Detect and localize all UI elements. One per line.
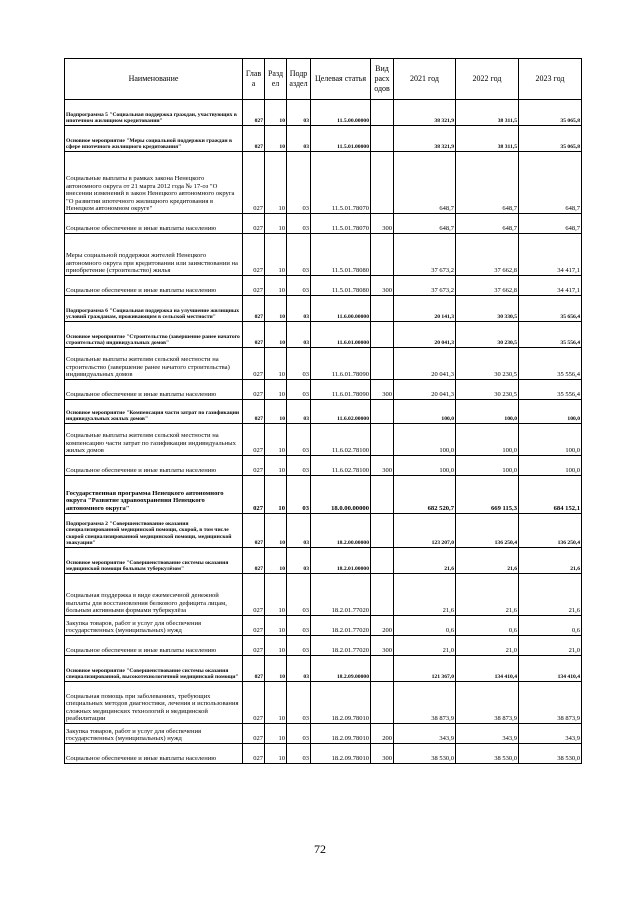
- cell-razdel: 10: [265, 656, 287, 682]
- cell-target-article: 18.2.01.77020: [311, 616, 371, 636]
- cell-glava: 027: [243, 234, 265, 276]
- table-row: [65, 548, 582, 574]
- cell-2021: 38 321,9: [394, 100, 456, 126]
- cell-2022: 0,6: [456, 616, 519, 636]
- cell-razdel: 10: [265, 548, 287, 574]
- cell-2021: 123 207,0: [394, 514, 456, 548]
- cell-expense-type: 200: [371, 616, 394, 636]
- header-2022: 2022 год: [456, 59, 519, 100]
- cell-expense-type: 300: [371, 276, 394, 296]
- cell-name: Социальные выплаты в рамках закона Ненецкого автономного округа от 21 марта 2012 года № 17-оз "О внесении изменений в закон Ненецкого автономного округа "О развитии ипотечного жилищного кредитования в Ненецком автономном округе": [65, 152, 243, 214]
- table-row: [65, 682, 582, 724]
- cell-target-article: 18.2.01.77020: [311, 574, 371, 616]
- cell-2023: 648,7: [519, 214, 582, 234]
- cell-podrazdel: 03: [287, 126, 311, 152]
- cell-razdel: 10: [265, 636, 287, 656]
- table-body: [65, 100, 582, 764]
- cell-2023: 343,9: [519, 724, 582, 744]
- cell-expense-type: [371, 400, 394, 424]
- table-row: [65, 656, 582, 682]
- table-row: [65, 724, 582, 744]
- cell-name: Социальное обеспечение и иные выплаты населению: [65, 214, 243, 234]
- cell-expense-type: [371, 126, 394, 152]
- cell-podrazdel: 03: [287, 456, 311, 476]
- cell-2021: 38 873,9: [394, 682, 456, 724]
- cell-name: Закупка товаров, работ и услуг для обеспечения государственных (муниципальных) нужд: [65, 616, 243, 636]
- cell-podrazdel: 03: [287, 682, 311, 724]
- table-row: [65, 616, 582, 636]
- cell-expense-type: [371, 682, 394, 724]
- page-number: 72: [314, 842, 326, 856]
- cell-2022: 669 115,3: [456, 476, 519, 514]
- cell-2022: 100,0: [456, 424, 519, 456]
- cell-glava: 027: [243, 380, 265, 400]
- cell-target-article: 11.5.01.78080: [311, 234, 371, 276]
- header-name: Наименование: [65, 59, 243, 100]
- table-row: [65, 152, 582, 214]
- cell-2023: 35 556,4: [519, 322, 582, 348]
- cell-podrazdel: 03: [287, 400, 311, 424]
- table-row: [65, 380, 582, 400]
- table-row: [65, 456, 582, 476]
- cell-target-article: 18.2.01.77020: [311, 636, 371, 656]
- cell-2023: 35 556,4: [519, 380, 582, 400]
- cell-razdel: 10: [265, 234, 287, 276]
- header-expense-type: Вид расх одов: [371, 59, 394, 100]
- cell-target-article: 11.6.02.78100: [311, 424, 371, 456]
- cell-podrazdel: 03: [287, 100, 311, 126]
- cell-podrazdel: 03: [287, 514, 311, 548]
- cell-target-article: 18.2.09.00000: [311, 656, 371, 682]
- cell-name: Социальное обеспечение и иные выплаты населению: [65, 744, 243, 764]
- cell-target-article: 18.2.09.78010: [311, 724, 371, 744]
- cell-podrazdel: 03: [287, 234, 311, 276]
- cell-2021: 343,9: [394, 724, 456, 744]
- cell-2023: 100,0: [519, 424, 582, 456]
- table-header-row: [65, 59, 582, 100]
- cell-target-article: 11.5.01.00000: [311, 126, 371, 152]
- cell-target-article: 18.2.01.00000: [311, 548, 371, 574]
- cell-expense-type: [371, 322, 394, 348]
- cell-2022: 38 530,0: [456, 744, 519, 764]
- cell-glava: 027: [243, 616, 265, 636]
- cell-razdel: 10: [265, 574, 287, 616]
- cell-expense-type: 300: [371, 380, 394, 400]
- cell-podrazdel: 03: [287, 548, 311, 574]
- cell-podrazdel: 03: [287, 276, 311, 296]
- cell-name: Социальная помощь при заболеваниях, требующих специальных методов диагностики, лечения и использования сложных медицинских технологий и медицинской реабилитации: [65, 682, 243, 724]
- cell-2022: 21,6: [456, 574, 519, 616]
- table-row: [65, 296, 582, 322]
- table-row: [65, 424, 582, 456]
- table-row: [65, 126, 582, 152]
- cell-2021: 38 530,0: [394, 744, 456, 764]
- cell-2022: 38 311,5: [456, 100, 519, 126]
- cell-razdel: 10: [265, 100, 287, 126]
- cell-razdel: 10: [265, 380, 287, 400]
- cell-glava: 027: [243, 400, 265, 424]
- cell-name: Основное мероприятие "Строительство (завершение ранее начатого строительства) индивидуальных домов": [65, 322, 243, 348]
- cell-2023: 21,6: [519, 548, 582, 574]
- table-row: [65, 234, 582, 276]
- table-row: [65, 214, 582, 234]
- cell-2023: 35 556,4: [519, 348, 582, 380]
- cell-2021: 20 041,3: [394, 348, 456, 380]
- cell-2021: 37 673,2: [394, 276, 456, 296]
- cell-razdel: 10: [265, 152, 287, 214]
- cell-2021: 20 041,3: [394, 380, 456, 400]
- cell-glava: 027: [243, 636, 265, 656]
- cell-glava: 027: [243, 126, 265, 152]
- cell-name: Социальные выплаты жителям сельской местности на строительство (завершение ранее начатого строительства) индивидуальных домов: [65, 348, 243, 380]
- cell-name: Основное мероприятие "Совершенствование системы оказания медицинской помощи больным туберкулёзом": [65, 548, 243, 574]
- cell-podrazdel: 03: [287, 476, 311, 514]
- cell-expense-type: [371, 152, 394, 214]
- cell-glava: 027: [243, 456, 265, 476]
- cell-name: Социальное обеспечение и иные выплаты населению: [65, 456, 243, 476]
- cell-2021: 0,6: [394, 616, 456, 636]
- cell-razdel: 10: [265, 476, 287, 514]
- cell-expense-type: [371, 574, 394, 616]
- cell-2022: 30 330,5: [456, 296, 519, 322]
- cell-glava: 027: [243, 476, 265, 514]
- cell-expense-type: 300: [371, 214, 394, 234]
- cell-2022: 30 230,5: [456, 380, 519, 400]
- cell-name: Социальное обеспечение и иные выплаты населению: [65, 380, 243, 400]
- cell-2023: 21,6: [519, 574, 582, 616]
- cell-2021: 682 520,7: [394, 476, 456, 514]
- cell-podrazdel: 03: [287, 348, 311, 380]
- cell-podrazdel: 03: [287, 214, 311, 234]
- cell-target-article: 11.5.00.00000: [311, 100, 371, 126]
- cell-razdel: 10: [265, 214, 287, 234]
- cell-razdel: 10: [265, 126, 287, 152]
- cell-2023: 34 417,1: [519, 234, 582, 276]
- cell-glava: 027: [243, 214, 265, 234]
- cell-razdel: 10: [265, 348, 287, 380]
- cell-target-article: 11.6.02.78100: [311, 456, 371, 476]
- header-2023: 2023 год: [519, 59, 582, 100]
- cell-razdel: 10: [265, 724, 287, 744]
- cell-podrazdel: 03: [287, 380, 311, 400]
- cell-name: Социальное обеспечение и иные выплаты населению: [65, 636, 243, 656]
- cell-2023: 35 065,8: [519, 126, 582, 152]
- table-row: [65, 476, 582, 514]
- cell-2023: 0,6: [519, 616, 582, 636]
- cell-podrazdel: 03: [287, 574, 311, 616]
- cell-2023: 100,0: [519, 400, 582, 424]
- cell-2021: 100,0: [394, 400, 456, 424]
- cell-glava: 027: [243, 296, 265, 322]
- cell-target-article: 18.2.00.00000: [311, 514, 371, 548]
- budget-table: [64, 58, 582, 764]
- cell-expense-type: [371, 424, 394, 456]
- cell-name: Подпрограмма 2 "Совершенствование оказания специализированной медицинской помощи, скорой, в том числе скорой специализированной медицинской помощи, медицинской эвакуации": [65, 514, 243, 548]
- cell-podrazdel: 03: [287, 152, 311, 214]
- cell-razdel: 10: [265, 400, 287, 424]
- cell-2022: 134 410,4: [456, 656, 519, 682]
- cell-name: Подпрограмма 5 "Социальная поддержка граждан, участвующих в ипотечном жилищном кредитовании": [65, 100, 243, 126]
- cell-2021: 21,0: [394, 636, 456, 656]
- cell-expense-type: 300: [371, 744, 394, 764]
- cell-name: Государственная программа Ненецкого автономного округа "Развитие здравоохранения Ненецкого автономного округа": [65, 476, 243, 514]
- cell-2022: 38 311,5: [456, 126, 519, 152]
- cell-2021: 648,7: [394, 152, 456, 214]
- cell-glava: 027: [243, 152, 265, 214]
- cell-2021: 38 321,9: [394, 126, 456, 152]
- cell-razdel: 10: [265, 424, 287, 456]
- cell-2022: 648,7: [456, 214, 519, 234]
- cell-target-article: 11.6.02.00000: [311, 400, 371, 424]
- cell-target-article: 11.5.01.78080: [311, 276, 371, 296]
- cell-name: Основное мероприятие "Меры социальной поддержки граждан в сфере ипотечного жилищного кредитования": [65, 126, 243, 152]
- cell-expense-type: [371, 234, 394, 276]
- cell-podrazdel: 03: [287, 636, 311, 656]
- cell-2023: 21,0: [519, 636, 582, 656]
- cell-2021: 121 367,0: [394, 656, 456, 682]
- cell-name: Основное мероприятие "Компенсация части затрат по газификации индивидуальных жилых домов": [65, 400, 243, 424]
- cell-expense-type: 300: [371, 636, 394, 656]
- cell-2023: 100,0: [519, 456, 582, 476]
- table-row: [65, 514, 582, 548]
- cell-target-article: 11.6.01.78090: [311, 348, 371, 380]
- cell-2023: 35 656,4: [519, 296, 582, 322]
- table-row: [65, 100, 582, 126]
- cell-expense-type: [371, 476, 394, 514]
- cell-name: Социальное обеспечение и иные выплаты населению: [65, 276, 243, 296]
- cell-expense-type: [371, 296, 394, 322]
- cell-expense-type: 200: [371, 724, 394, 744]
- cell-2021: 21,6: [394, 548, 456, 574]
- cell-2023: 38 873,9: [519, 682, 582, 724]
- cell-2021: 20 141,3: [394, 296, 456, 322]
- budget-table-sheet: [64, 58, 581, 764]
- cell-glava: 027: [243, 424, 265, 456]
- cell-2023: 34 417,1: [519, 276, 582, 296]
- cell-podrazdel: 03: [287, 656, 311, 682]
- header-podrazdel: Подр аздел: [287, 59, 311, 100]
- table-row: [65, 744, 582, 764]
- header-target-article: Целевая статья: [311, 59, 371, 100]
- cell-2021: 37 673,2: [394, 234, 456, 276]
- table-row: [65, 322, 582, 348]
- cell-2023: 134 410,4: [519, 656, 582, 682]
- cell-podrazdel: 03: [287, 322, 311, 348]
- cell-razdel: 10: [265, 514, 287, 548]
- cell-podrazdel: 03: [287, 616, 311, 636]
- header-razdel: Разд ел: [265, 59, 287, 100]
- cell-2022: 100,0: [456, 456, 519, 476]
- cell-razdel: 10: [265, 682, 287, 724]
- cell-glava: 027: [243, 322, 265, 348]
- cell-2022: 136 250,4: [456, 514, 519, 548]
- table-row: [65, 574, 582, 616]
- cell-2021: 100,0: [394, 456, 456, 476]
- cell-2022: 100,0: [456, 400, 519, 424]
- cell-target-article: 11.6.01.00000: [311, 322, 371, 348]
- cell-name: Закупка товаров, работ и услуг для обеспечения государственных (муниципальных) нужд: [65, 724, 243, 744]
- cell-podrazdel: 03: [287, 296, 311, 322]
- header-2021: 2021 год: [394, 59, 456, 100]
- cell-2021: 21,6: [394, 574, 456, 616]
- cell-name: Меры социальной поддержки жителей Ненецкого автономного округа при кредитовании или заимствовании на приобретение (строительство) жилья: [65, 234, 243, 276]
- table-row: [65, 636, 582, 656]
- cell-name: Социальные выплаты жителям сельской местности на компенсацию части затрат по газификации индивидуальных жилых домов: [65, 424, 243, 456]
- cell-expense-type: [371, 514, 394, 548]
- cell-target-article: 18.0.00.00000: [311, 476, 371, 514]
- cell-expense-type: [371, 656, 394, 682]
- cell-glava: 027: [243, 574, 265, 616]
- cell-podrazdel: 03: [287, 424, 311, 456]
- cell-glava: 027: [243, 514, 265, 548]
- cell-target-article: 11.5.01.78070: [311, 152, 371, 214]
- cell-razdel: 10: [265, 322, 287, 348]
- cell-glava: 027: [243, 348, 265, 380]
- cell-target-article: 11.6.00.00000: [311, 296, 371, 322]
- cell-2022: 648,7: [456, 152, 519, 214]
- cell-2023: 35 065,8: [519, 100, 582, 126]
- cell-2022: 30 230,5: [456, 322, 519, 348]
- cell-razdel: 10: [265, 456, 287, 476]
- cell-2022: 37 662,8: [456, 234, 519, 276]
- cell-glava: 027: [243, 656, 265, 682]
- cell-glava: 027: [243, 744, 265, 764]
- cell-podrazdel: 03: [287, 744, 311, 764]
- cell-name: Подпрограмма 6 "Социальная поддержка на улучшение жилищных условий гражданам, проживающим в сельской местности": [65, 296, 243, 322]
- cell-2023: 38 530,0: [519, 744, 582, 764]
- cell-2021: 648,7: [394, 214, 456, 234]
- table-row: [65, 348, 582, 380]
- cell-target-article: 18.2.09.78010: [311, 744, 371, 764]
- cell-glava: 027: [243, 724, 265, 744]
- cell-2021: 100,0: [394, 424, 456, 456]
- cell-target-article: 11.5.01.78070: [311, 214, 371, 234]
- cell-razdel: 10: [265, 276, 287, 296]
- cell-expense-type: [371, 548, 394, 574]
- cell-razdel: 10: [265, 296, 287, 322]
- cell-2021: 20 041,3: [394, 322, 456, 348]
- cell-glava: 027: [243, 100, 265, 126]
- cell-expense-type: [371, 348, 394, 380]
- cell-glava: 027: [243, 682, 265, 724]
- cell-2023: 136 250,4: [519, 514, 582, 548]
- cell-target-article: 18.2.09.78010: [311, 682, 371, 724]
- cell-2022: 21,0: [456, 636, 519, 656]
- cell-podrazdel: 03: [287, 724, 311, 744]
- cell-2022: 30 230,5: [456, 348, 519, 380]
- cell-expense-type: 300: [371, 456, 394, 476]
- cell-2023: 648,7: [519, 152, 582, 214]
- header-glava: Глав а: [243, 59, 265, 100]
- cell-2023: 684 152,1: [519, 476, 582, 514]
- cell-expense-type: [371, 100, 394, 126]
- cell-target-article: 11.6.01.78090: [311, 380, 371, 400]
- cell-2022: 37 662,8: [456, 276, 519, 296]
- cell-2022: 21,6: [456, 548, 519, 574]
- cell-name: Основное мероприятие "Совершенствование системы оказания специализированной, высокотехнологичной медицинской помощи": [65, 656, 243, 682]
- cell-razdel: 10: [265, 744, 287, 764]
- cell-razdel: 10: [265, 616, 287, 636]
- cell-name: Социальная поддержка в виде ежемесячной денежной выплаты для восстановления белкового дефицита лицам, больным активными формами туберкулёза: [65, 574, 243, 616]
- table-row: [65, 276, 582, 296]
- cell-2022: 343,9: [456, 724, 519, 744]
- cell-glava: 027: [243, 276, 265, 296]
- cell-glava: 027: [243, 548, 265, 574]
- cell-2022: 38 873,9: [456, 682, 519, 724]
- table-row: [65, 400, 582, 424]
